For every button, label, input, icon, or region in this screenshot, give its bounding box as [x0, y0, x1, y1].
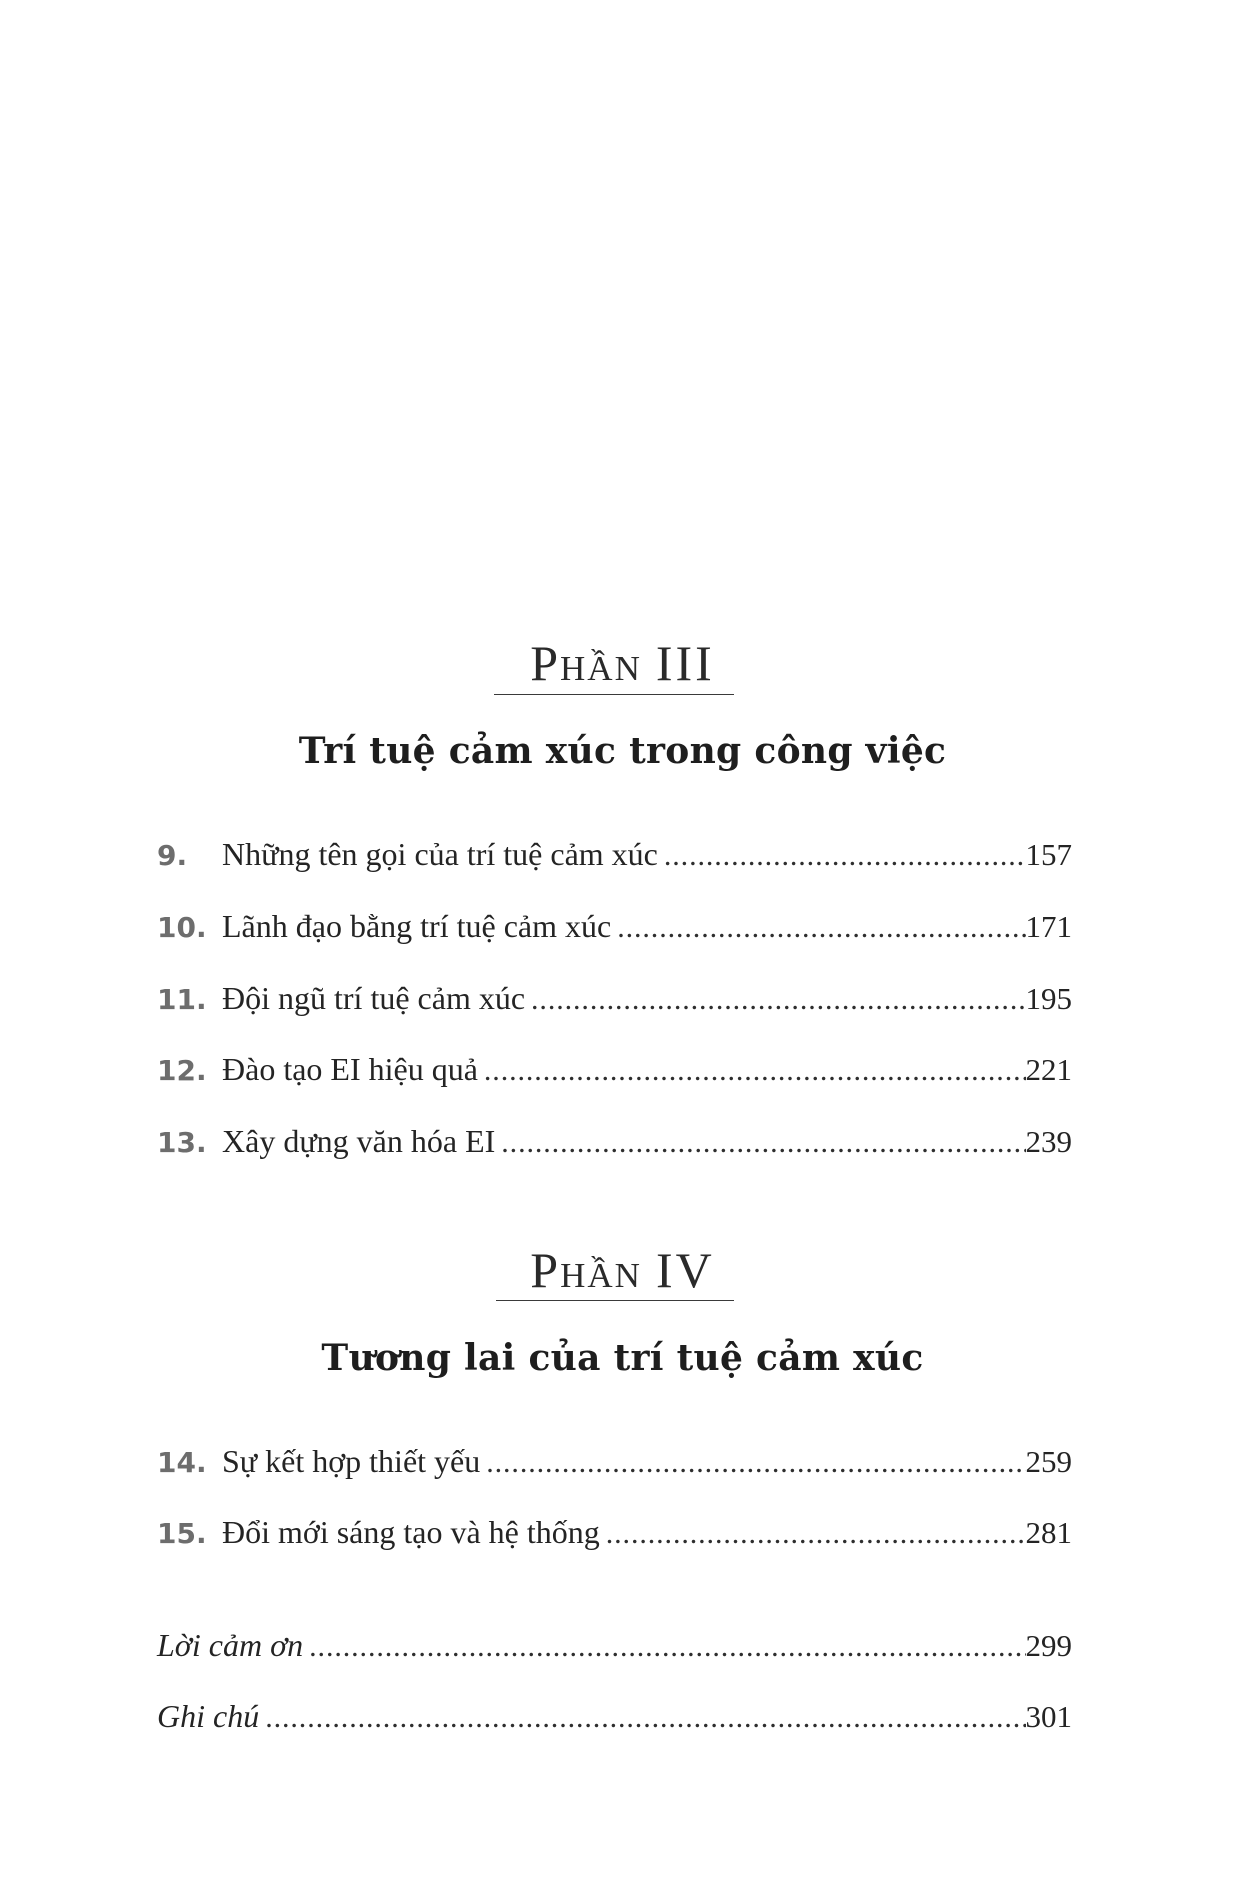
toc-entry[interactable] — [157, 1051, 1072, 1095]
chapter-title: Sự kết hợp thiết yếu — [222, 1443, 481, 1479]
dot-leader — [309, 1630, 1025, 1664]
chapter-number: 11. — [157, 983, 207, 1016]
section-title: Lời cảm ơn — [157, 1627, 304, 1663]
chapter-number: 10. — [157, 911, 207, 944]
toc-entry[interactable] — [157, 836, 1072, 880]
dot-leader — [486, 1446, 1025, 1480]
page-number: 195 — [1025, 981, 1072, 1016]
page-number: 171 — [1025, 909, 1072, 944]
dot-leader — [606, 1517, 1026, 1551]
part-divider — [496, 1300, 734, 1301]
chapter-title: Đội ngũ trí tuệ cảm xúc — [222, 980, 526, 1016]
part-heading — [0, 1242, 1245, 1298]
toc-entry[interactable] — [157, 980, 1072, 1024]
chapter-number: 13. — [157, 1126, 207, 1159]
part-number: III — [655, 635, 715, 691]
chapter-number: 14. — [157, 1446, 207, 1479]
part-label: Phần — [530, 635, 642, 691]
dot-leader — [531, 983, 1025, 1017]
chapter-title: Đào tạo EI hiệu quả — [222, 1051, 478, 1087]
chapter-title: Đổi mới sáng tạo và hệ thống — [222, 1514, 600, 1550]
chapter-number: 15. — [157, 1517, 207, 1550]
chapter-title: Lãnh đạo bằng trí tuệ cảm xúc — [222, 908, 612, 944]
page-number: 221 — [1025, 1052, 1072, 1087]
page-number: 239 — [1025, 1124, 1072, 1159]
section-title: Ghi chú — [157, 1698, 260, 1734]
toc-entry[interactable] — [157, 1443, 1072, 1487]
part-label: Phần — [530, 1242, 642, 1298]
chapter-number: 9. — [157, 839, 188, 872]
part-number: IV — [655, 1242, 715, 1298]
page-number: 281 — [1025, 1515, 1072, 1550]
toc-entry[interactable] — [157, 1627, 1072, 1671]
chapter-title: Những tên gọi của trí tuệ cảm xúc — [222, 836, 658, 872]
dot-leader — [664, 839, 1026, 873]
dot-leader — [265, 1701, 1025, 1735]
toc-entry[interactable] — [157, 1123, 1072, 1167]
page-number: 259 — [1025, 1444, 1072, 1479]
toc-entry[interactable] — [157, 908, 1072, 952]
dot-leader — [501, 1126, 1025, 1160]
toc-entry[interactable] — [157, 1514, 1072, 1558]
part-divider — [494, 694, 734, 695]
part-title: Trí tuệ cảm xúc trong công việc — [298, 730, 947, 772]
dot-leader — [617, 911, 1025, 945]
chapter-number: 12. — [157, 1054, 207, 1087]
toc-entry[interactable] — [157, 1698, 1072, 1742]
dot-leader — [484, 1054, 1026, 1088]
page-number: 299 — [1025, 1628, 1072, 1663]
page-number: 157 — [1025, 837, 1072, 872]
part-heading — [0, 635, 1245, 691]
part-title: Tương lai của trí tuệ cảm xúc — [321, 1337, 924, 1379]
page-number: 301 — [1025, 1699, 1072, 1734]
chapter-title: Xây dựng văn hóa EI — [222, 1123, 496, 1159]
